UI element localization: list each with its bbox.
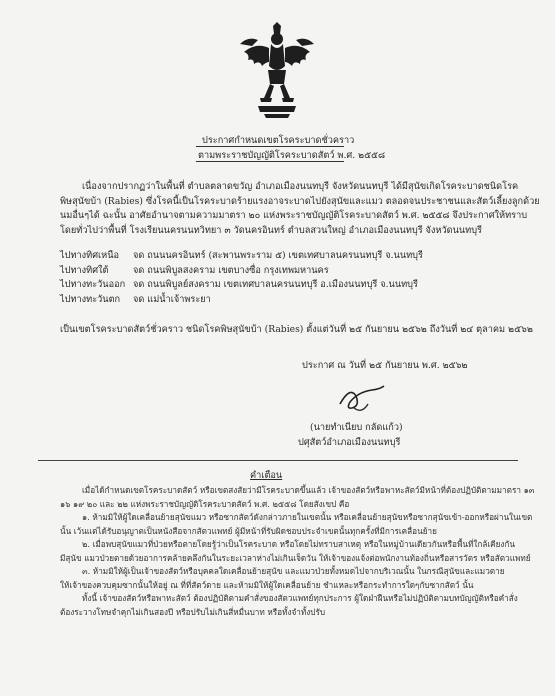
paragraph-line: เนื่องจากปรากฏว่าในพื้นที่ ตำบลตลาดขวัญ อำเภอเมืองนนทบุรี จังหวัดนนทบุรี ได้มีสุนัขเกิดโรคระบาดชนิดโรค (82, 181, 519, 192)
announcement-subtitle: ตามพระราชบัญญัติโรคระบาดสัตว์ พ.ศ. ๒๕๕๘ (198, 150, 386, 161)
direction-value: จด ถนนนครอินทร์ (สะพานพระราม ๕) เขตเทศบาลนครนนทบุรี จ.นนทบุรี (133, 250, 423, 261)
direction-south (60, 264, 423, 279)
announcement-paragraph (60, 180, 540, 238)
section-divider (38, 460, 518, 461)
direction-west (60, 293, 423, 308)
warning-heading: คำเตือน (250, 470, 283, 481)
direction-label: ไปทางทิศใต้ (60, 264, 109, 276)
direction-value: จด แม่น้ำเจ้าพระยา (133, 293, 211, 305)
direction-north (60, 249, 423, 264)
warning-section (60, 484, 535, 619)
title-underline (196, 146, 344, 147)
warning-line: ๓. ห้ามมิให้ผู้เป็นเจ้าของสัตว์หรือบุคคลใดเคลื่อนย้ายสุนัข และแมวป่วยทั้งหมดไปจากบริเวณนั้น ในกรณีสุนัขและแมวตาย (82, 566, 505, 576)
zone-period-line: เป็นเขตโรคระบาดสัตว์ชั่วคราว ชนิดโรคพิษสุนัขบ้า (Rabies) ตั้งแต่วันที่ ๒๕ กันยายน ๒๕๖๒ ถึงวันที่ ๒๔ ตุลาคม ๒๕๖๒ (60, 324, 533, 335)
warning-line: ๑๖ ๑๙ ๒๐ และ ๒๒ แห่งพระราชบัญญัติโรคระบาดสัตว์ พ.ศ. ๒๕๕๘ โดยสังเขป คือ (60, 498, 350, 509)
signer-name: (นายทำเนียบ กลัดแก้ว) (310, 422, 403, 433)
paragraph-line: นมอื่นๆได้ ฉะนั้น อาศัยอำนาจตามความมาตรา ๒๐ แห่งพระราชบัญญัติโรคระบาดสัตว์ พ.ศ. ๒๕๕๘ จึงประกาศให้ทราบ (60, 210, 528, 221)
signer-position: ปศุสัตว์อำเภอเมืองนนทบุรี (298, 437, 401, 448)
warning-line: ๑. ห้ามมิให้ผู้ใดเคลื่อนย้ายสุนัขแมว หรือซากสัตว์ดังกล่าวภายในเขตนั้น หรือเคลื่อนย้ายสุนัขหรือซากสุนัขเข้า-ออกหรือผ่านในเขต (82, 512, 533, 522)
garuda-emblem-icon (238, 22, 316, 120)
subtitle-underline (196, 161, 344, 162)
boundary-directions (60, 249, 423, 307)
paragraph-line: พิษสุนัขบ้า (Rabies) ซึ่งโรคนี้เป็นโรคระบาดร้ายแรงอาจระบาดไปยังสุนัขและแมว ตลอดจนประชาชนและสัตว์เลี้ยงลูกด้วย (60, 195, 540, 207)
warning-line: ทั้งนี้ เจ้าของสัตว์หรือพาหะสัตว์ ต้องปฏิบัติตามคำสั่งของสัตวแพทย์ทุกประการ ผู้ใดฝ่าฝืนหรือไม่ปฏิบัติตามบทบัญญัติหรือคำสั่ง (82, 593, 518, 603)
direction-east (60, 278, 423, 293)
warning-line: มีสุนัข แมวป่วยตายด้วยอาการคล้ายคลึงกันในระยะเวลาห่างไม่เกินเจ็ดวัน ให้เจ้าของแจ้งต่อพนักงานท้องถิ่นหรือสารวัตร หรือสัตวแพทย์ (60, 552, 531, 563)
direction-label: ไปทางทิศเหนือ (60, 250, 120, 261)
warning-line: เมื่อได้กำหนดเขตโรคระบาดสัตว์ หรือเขตสงสัยว่ามีโรคระบาดขึ้นแล้ว เจ้าของสัตว์หรือพาหะสัตว์มีหน้าที่ต้องปฏิบัติตามมาตรา ๑๓ (82, 485, 535, 495)
warning-line: ต้องระวางโทษจำคุกไม่เกินสองปี หรือปรับไม่เกินสี่หมื่นบาท หรือทั้งจำทั้งปรับ (60, 606, 326, 617)
warning-line: ๒. เมื่อพบสุนัขแมวที่ป่วยหรือตายโดยรู้ว่าเป็นโรคระบาด หรือโดยไม่ทราบสาเหตุ หรือในหมู่บ้านเดียวกันหรือพื้นที่ใกล้เคียงกัน (82, 539, 515, 549)
paragraph-line: โดยทั่วไปว่าพื้นที่ โรงเรียนนครนนทวิทยา ๓ วัดนครอินทร์ ตำบลสวนใหญ่ อำเภอเมืองนนทบุรี จังหวัดนนทบุรี (60, 224, 482, 236)
announcement-title: ประกาศกำหนดเขตโรคระบาดชั่วคราว (202, 135, 355, 146)
direction-label: ไปทางทะวันตก (60, 293, 121, 305)
direction-label: ไปทางทะวันออก (60, 279, 126, 290)
direction-value: จด ถนนพิบูลสงคราม เขตบางซื่อ กรุงเทพมหานคร (133, 264, 329, 276)
announcement-date: ประกาศ ณ วันที่ ๒๕ กันยายน พ.ศ. ๒๕๖๒ (302, 360, 468, 371)
signature-mark (332, 382, 392, 416)
warning-line: ให้เจ้าของควบคุมซากนั้นให้อยู่ ณ ที่ที่สัตว์ตาย และห้ามมิให้ผู้ใดเคลื่อนย้าย ชำแหละหรือกระทำการใดๆกับซากสัตว์ นั้น (60, 579, 474, 590)
direction-value: จด ถนนพิบูลย์สงคราม เขตเทศบาลนครนนทบุรี อ.เมืองนนทบุรี จ.นนทบุรี (133, 279, 418, 290)
warning-line: นั้น เว้นแต่ได้รับอนุญาตเป็นหนังสือจากสัตวแพทย์ ผู้มีหน้าที่รับผิดชอบประจำเขตนั้นทุกครั้งที่มีการเคลื่อนย้าย (60, 525, 437, 536)
